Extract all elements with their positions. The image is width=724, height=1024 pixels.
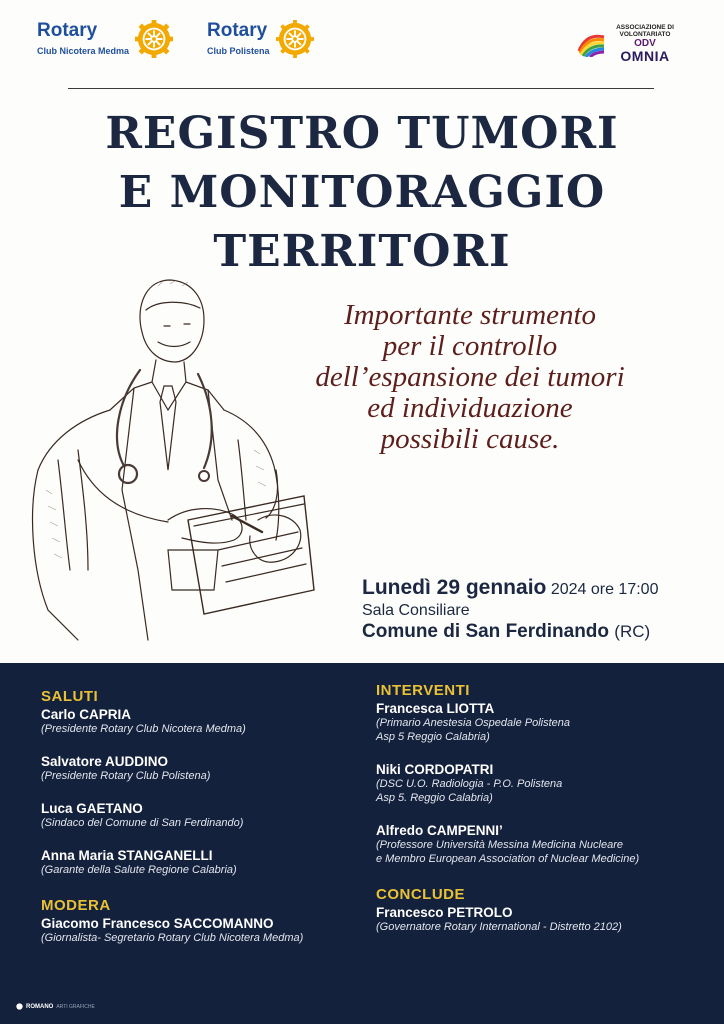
- speaker-role: Asp 5 Reggio Calabria): [376, 731, 490, 743]
- speaker-name: Salvatore AUDDINO: [41, 754, 169, 769]
- event-info: [362, 576, 658, 643]
- title-line-2: E MONITORAGGIO: [118, 167, 606, 218]
- speaker-role: (DSC U.O. Radiologia - P.O. Polistena: [376, 778, 563, 790]
- odv-omnia-logo: [576, 24, 680, 63]
- odv-association-label: ASSOCIAZIONE DI VOLONTARIATO: [616, 24, 674, 38]
- speaker-item: [41, 848, 303, 877]
- speaker-item: [376, 762, 639, 805]
- omnia-label: OMNIA: [620, 48, 670, 64]
- subtitle-line-2: per il controllo: [382, 330, 558, 362]
- modera-heading: MODERA: [41, 897, 111, 914]
- event-province: (RC): [614, 622, 651, 641]
- rotary-brand-text: Rotary: [207, 20, 268, 41]
- speaker-role: (Sindaco del Comune di San Ferdinando): [41, 817, 244, 829]
- rotary-logo-polistena: [207, 20, 314, 58]
- program-right-column: [376, 682, 639, 934]
- title-line-1: REGISTRO TUMORI: [105, 108, 619, 159]
- title-line-3: TERRITORI: [213, 226, 511, 277]
- event-location-row: [362, 621, 658, 643]
- speaker-role: e Membro European Association of Nuclear Medicine): [376, 853, 640, 865]
- closing-speaker-role: (Governatore Rotary International - Distretto 2102): [376, 921, 622, 933]
- speaker-role: (Professore Università Messina Medicina Nucleare: [376, 839, 623, 851]
- speaker-item: [41, 707, 303, 736]
- rotary-logo-nicotera: [37, 20, 173, 58]
- poster-subtitle: [280, 300, 660, 455]
- header-divider: [68, 88, 654, 89]
- speaker-name: Carlo CAPRIA: [41, 707, 132, 722]
- subtitle-line-1: Importante strumento: [343, 299, 597, 331]
- speaker-name: Francesca LIOTTA: [376, 701, 495, 716]
- moderator-role: (Giornalista- Segretario Rotary Club Nicotera Medma): [41, 932, 304, 944]
- subtitle-line-3: dell’espansione dei tumori: [315, 361, 625, 393]
- saluti-heading: SALUTI: [41, 688, 99, 705]
- rotary-wheel-icon: [276, 20, 314, 58]
- event-date: Lunedì 29 gennaio: [362, 576, 547, 599]
- subtitle-line-5: possibili cause.: [380, 423, 560, 455]
- speaker-item: [376, 701, 639, 744]
- rotary-club-name: Club Polistena: [207, 46, 270, 56]
- event-location: Comune di San Ferdinando: [362, 621, 610, 642]
- program-panel: [0, 663, 724, 1024]
- rotary-wheel-icon: [135, 20, 173, 58]
- closing-speaker-name: Francesco PETROLO: [376, 905, 513, 920]
- speaker-name: Alfredo CAMPENNI’: [376, 823, 503, 838]
- speaker-role: (Garante della Salute Regione Calabria): [41, 864, 237, 876]
- speaker-item: [41, 801, 303, 830]
- event-date-row: [362, 576, 658, 600]
- speaker-item: [41, 754, 303, 783]
- program-left-column: [41, 688, 303, 945]
- poster-title: [0, 104, 724, 281]
- speaker-role: Asp 5. Reggio Calabria): [376, 792, 493, 804]
- moderator-name: Giacomo Francesco SACCOMANNO: [41, 916, 274, 931]
- speaker-role: (Presidente Rotary Club Nicotera Medma): [41, 723, 246, 735]
- printer-sub: ARTI GRAFICHE: [56, 1003, 95, 1010]
- conclude-heading: CONCLUDE: [376, 886, 465, 903]
- speaker-item: [376, 823, 639, 866]
- event-venue: Sala Consiliare: [362, 602, 470, 619]
- speaker-name: Luca GAETANO: [41, 801, 143, 816]
- printer-logo-icon: [16, 1003, 23, 1010]
- moderator-item: [41, 916, 303, 945]
- odv-rainbow-icon: [576, 31, 606, 57]
- doctor-illustration: [18, 270, 318, 650]
- event-year-time: 2024 ore 17:00: [550, 581, 659, 598]
- subtitle-line-4: ed individuazione: [367, 392, 573, 424]
- odv-label: ODV: [634, 38, 656, 49]
- speaker-name: Niki CORDOPATRI: [376, 762, 494, 777]
- rotary-club-name: Club Nicotera Medma: [37, 46, 130, 56]
- rotary-brand-text: Rotary: [37, 20, 98, 41]
- closing-speaker-item: [376, 905, 639, 934]
- printer-brand: ROMANO: [26, 1003, 54, 1010]
- speaker-name: Anna Maria STANGANELLI: [41, 848, 213, 863]
- speaker-role: (Presidente Rotary Club Polistena): [41, 770, 211, 782]
- interventi-heading: INTERVENTI: [376, 682, 470, 699]
- speaker-role: (Primario Anestesia Ospedale Polistena: [376, 717, 571, 729]
- printer-credit: [16, 1003, 95, 1010]
